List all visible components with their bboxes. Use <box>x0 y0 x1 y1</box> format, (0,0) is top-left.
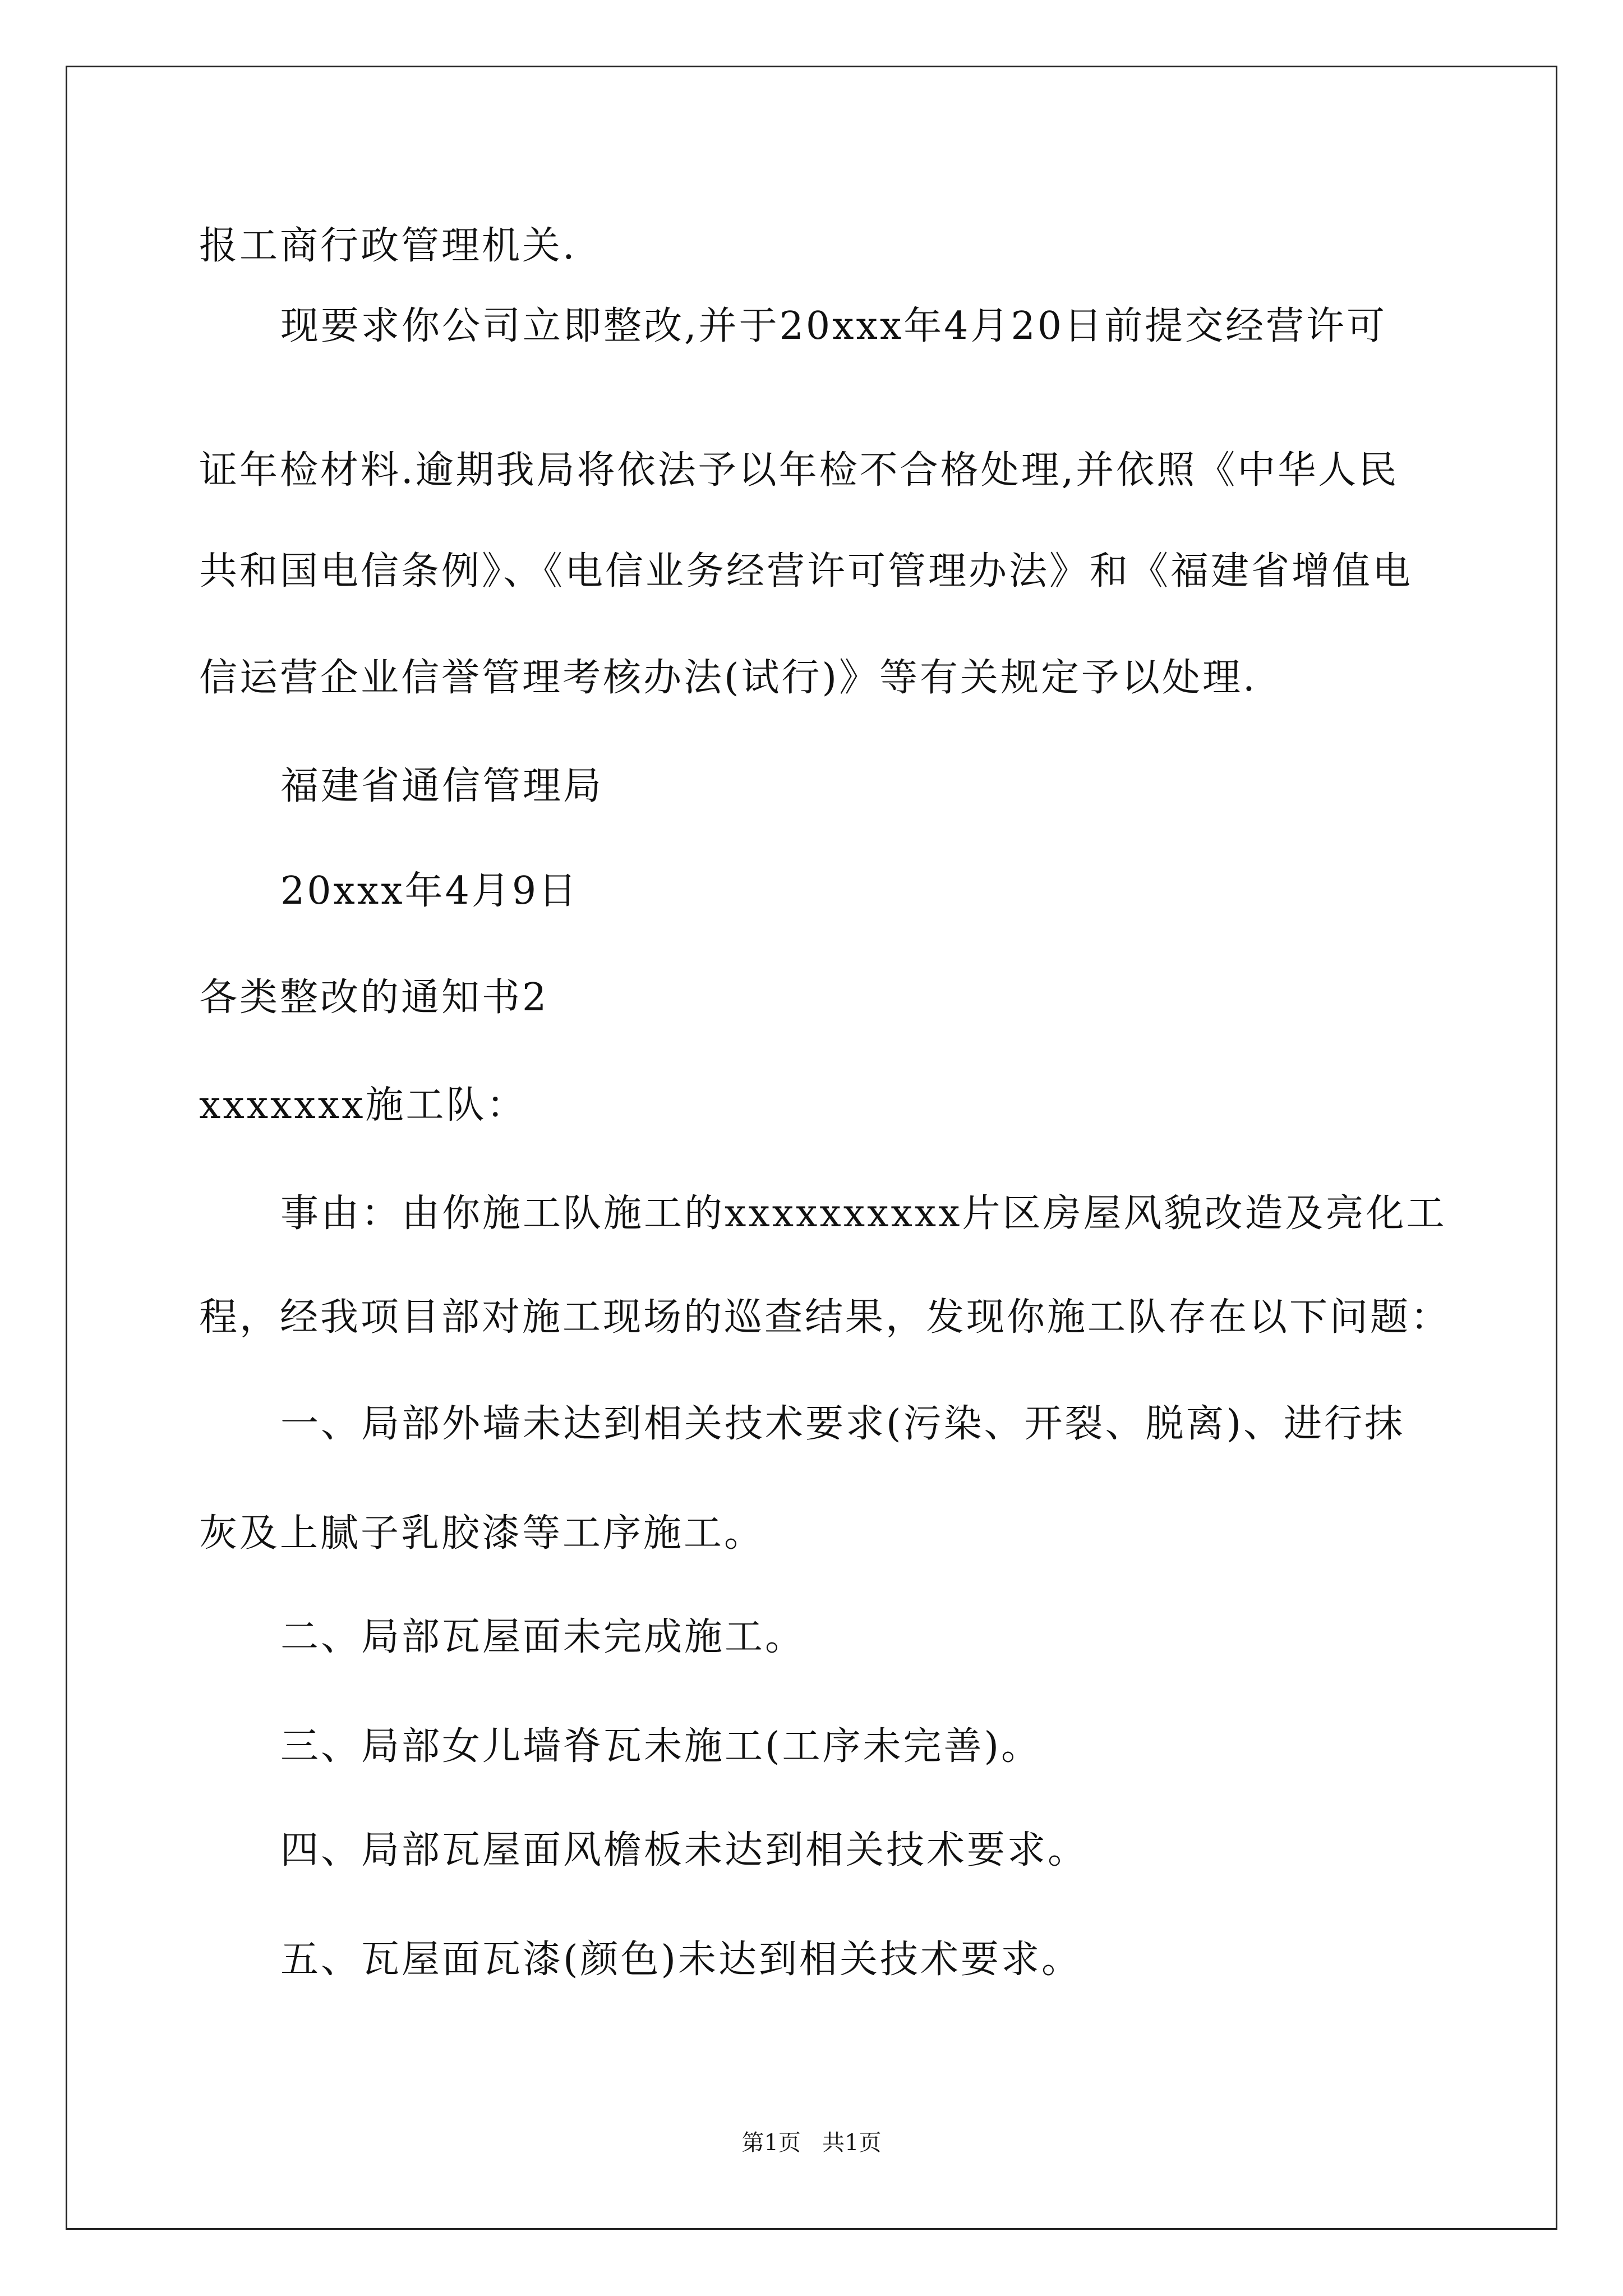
signatory-date: 20xxx年4月9日 <box>280 869 579 913</box>
signatory-org: 福建省通信管理局 <box>280 764 604 808</box>
list-item: 四、局部瓦屋面风檐板未达到相关技术要求。 <box>280 1828 1089 1872</box>
section-title: 各类整改的通知书2 <box>199 976 549 1020</box>
text-line: 现要求你公司立即整改,并于20xxx年4月20日前提交经营许可 <box>280 304 1387 348</box>
page-border <box>66 66 1557 2230</box>
text-line: 证年检材料.逾期我局将依法予以年检不合格处理,并依照《中华人民 <box>199 448 1399 493</box>
page-number-footer: 第1页 共1页 <box>741 2130 882 2156</box>
text-line: 信运营企业信誉管理考核办法(试行)》等有关规定予以处理. <box>199 656 1257 700</box>
list-item: 一、局部外墙未达到相关技术要求(污染、开裂、脱离)、进行抹 <box>280 1402 1405 1446</box>
list-item: 五、瓦屋面瓦漆(颜色)未达到相关技术要求。 <box>280 1938 1082 1982</box>
list-item: 二、局部瓦屋面未完成施工。 <box>280 1615 806 1659</box>
text-line: 程，经我项目部对施工现场的巡查结果，发现你施工队存在以下问题： <box>199 1295 1451 1340</box>
text-line: 灰及上腻子乳胶漆等工序施工。 <box>199 1511 765 1556</box>
text-line: 共和国电信条例》、《电信业务经营许可管理办法》和《福建省增值电 <box>199 549 1413 593</box>
text-line: 报工商行政管理机关. <box>199 224 577 268</box>
addressee: xxxxxxx施工队： <box>199 1083 527 1128</box>
list-item: 三、局部女儿墙脊瓦未施工(工序未完善)。 <box>280 1724 1042 1769</box>
text-line: 事由：由你施工队施工的xxxxxxxxxx片区房屋风貌改造及亮化工 <box>280 1191 1447 1236</box>
